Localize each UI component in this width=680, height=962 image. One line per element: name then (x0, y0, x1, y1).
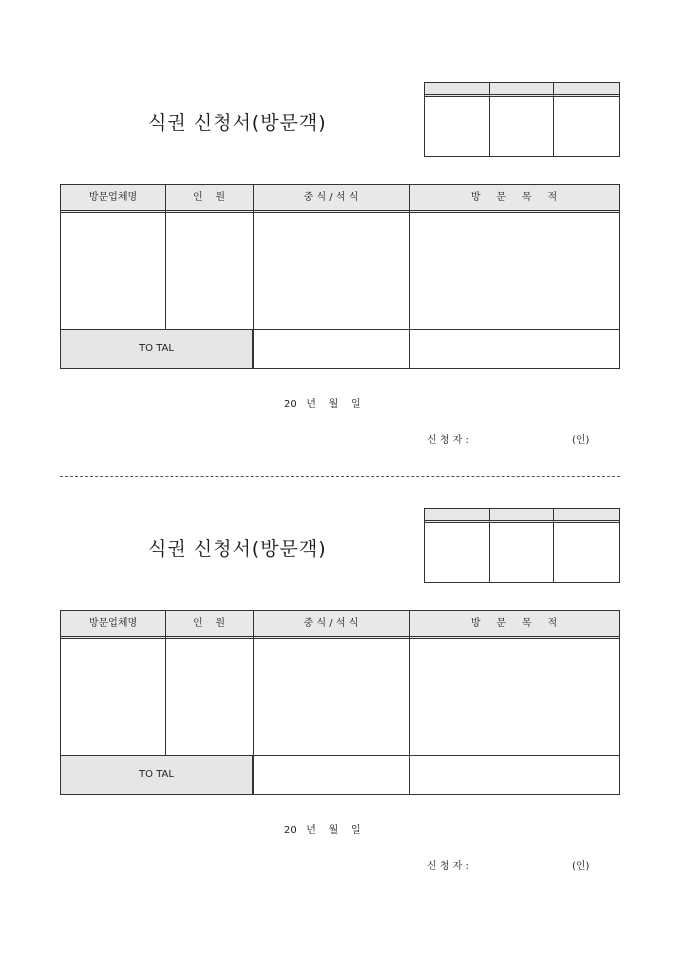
request-table (60, 184, 620, 369)
approval-sign-cell[interactable] (490, 523, 555, 582)
total-label-cell (61, 756, 253, 794)
approval-sign-cell[interactable] (554, 523, 619, 582)
column-header-meal: 중 식 / 석 식 (303, 618, 359, 629)
request-table (60, 610, 620, 795)
approval-box (424, 508, 620, 583)
column-divider (165, 611, 166, 755)
approval-header-cell (425, 509, 490, 523)
column-header-headcount: 인 원 (192, 618, 226, 629)
request-form-bottom (0, 426, 680, 872)
applicant-label: 신 청 자 : (427, 435, 469, 446)
form-title: 식권 신청서(방문객) (148, 112, 327, 134)
total-label-cell (61, 330, 253, 368)
date-line: 20 년 월 일 (284, 399, 361, 410)
approval-header-cell (490, 83, 555, 97)
column-header-headcount: 인 원 (192, 192, 226, 203)
approval-sign-cell[interactable] (490, 97, 555, 156)
column-header-company: 방문업체명 (88, 192, 138, 203)
column-divider (409, 185, 410, 368)
approval-header-cell (554, 83, 619, 97)
column-header-company: 방문업체명 (88, 618, 138, 629)
total-label: TO TAL (139, 769, 174, 780)
approval-box (424, 82, 620, 157)
seal-label: (인) (572, 861, 590, 872)
approval-header-cell (425, 83, 490, 97)
request-form-top (0, 0, 680, 446)
seal-label: (인) (572, 435, 590, 446)
applicant-label: 신 청 자 : (427, 861, 469, 872)
column-header-meal: 중 식 / 석 식 (303, 192, 359, 203)
column-divider (253, 185, 254, 368)
form-title: 식권 신청서(방문객) (148, 538, 327, 560)
column-divider (409, 611, 410, 794)
column-header-purpose: 방 문 목 적 (470, 618, 558, 629)
approval-sign-cell[interactable] (425, 523, 490, 582)
approval-sign-cell[interactable] (425, 97, 490, 156)
approval-sign-cell[interactable] (554, 97, 619, 156)
approval-header-cell (490, 509, 555, 523)
approval-header-cell (554, 509, 619, 523)
column-divider (165, 185, 166, 329)
total-label: TO TAL (139, 343, 174, 354)
column-header-purpose: 방 문 목 적 (470, 192, 558, 203)
column-divider (253, 611, 254, 794)
date-line: 20 년 월 일 (284, 825, 361, 836)
